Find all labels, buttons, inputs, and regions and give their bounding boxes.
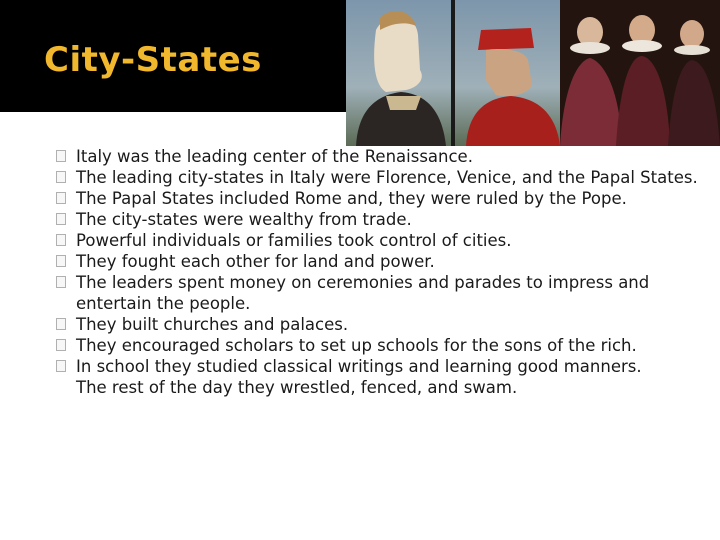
bullet-item	[56, 188, 706, 209]
bullet-item	[56, 146, 706, 167]
court-group-painting	[560, 0, 720, 146]
bullet-item	[56, 230, 706, 251]
bullet-item	[56, 356, 706, 377]
bullet-marker-icon	[56, 171, 66, 183]
bullet-list	[56, 146, 706, 398]
bullet-text: The leading city-states in Italy were Florence, Venice, and the Papal States.	[76, 168, 698, 187]
bullet-text: They encouraged scholars to set up schools for the sons of the rich.	[76, 336, 637, 355]
bullet-marker-icon	[56, 192, 66, 204]
bullet-item	[56, 314, 706, 335]
bullet-marker-icon	[56, 339, 66, 351]
bullet-item	[56, 251, 706, 272]
bullet-item	[56, 167, 706, 188]
bullet-item	[56, 335, 706, 356]
bullet-text: The rest of the day they wrestled, fenced, and swam.	[76, 378, 518, 397]
bullet-text: In school they studied classical writings and learning good manners.	[76, 357, 642, 376]
bullet-text: The leaders spent money on ceremonies and parades to impress and entertain the people.	[76, 273, 650, 313]
bullet-text: They built churches and palaces.	[76, 315, 349, 334]
bullet-marker-icon	[56, 276, 66, 288]
bullet-marker-icon	[56, 318, 66, 330]
bullet-marker-icon	[56, 360, 66, 372]
bullet-item-continuation	[56, 377, 706, 398]
bullet-marker-icon	[56, 150, 66, 162]
bullet-marker-icon	[56, 213, 66, 225]
bullet-text: Powerful individuals or families took control of cities.	[76, 231, 512, 250]
bullet-text: They fought each other for land and power.	[76, 252, 435, 271]
bullet-text: The Papal States included Rome and, they were ruled by the Pope.	[76, 189, 627, 208]
bullet-text: The city-states were wealthy from trade.	[76, 210, 412, 229]
bullet-marker-icon	[56, 234, 66, 246]
slide-title: City-States	[44, 40, 262, 80]
bullet-marker-icon	[56, 255, 66, 267]
portrait-pair-painting	[346, 0, 560, 146]
bullet-item	[56, 272, 706, 314]
bullet-item	[56, 209, 706, 230]
bullet-text: Italy was the leading center of the Renaissance.	[76, 147, 473, 166]
